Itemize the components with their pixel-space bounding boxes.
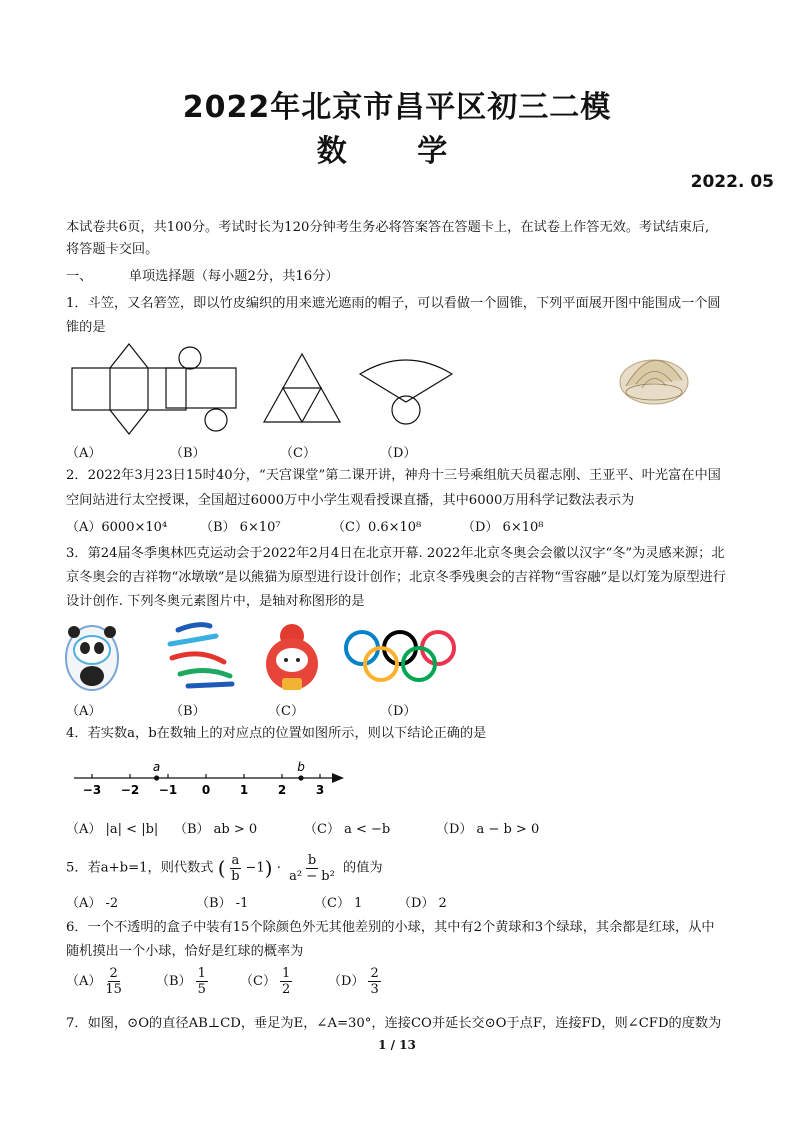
q6-option-d: （D） $\frac{2}{3}$ (328, 966, 379, 997)
q5-main-fraction: $\frac{b}{\text{a² − b²}}$ (289, 852, 335, 884)
q1-figure-b-cylinder-net (166, 347, 236, 431)
q3-figures (60, 618, 480, 698)
number-line-tick-label: 2 (277, 783, 287, 797)
q3-line-1: 3．第24届冬季奥林匹克运动会于2022年2月4日在北京开幕. 2022年北京冬奥会会徽以汉字“冬”为灵感来源；北 (66, 546, 725, 561)
section-number: 一、 (66, 269, 93, 284)
q6-line-2: 随机摸出一个小球，恰好是红球的概率为 (66, 944, 304, 959)
intro-line-1: 本试卷共6页，共100分。考试时长为120分钟考生务必将答案答在答题卡上，在试卷上作答无效。考试结束后, (66, 220, 710, 235)
q2-option-c: （C）0.6×10⁸ (332, 520, 422, 535)
shuey-rhon-rhon-image (266, 624, 318, 690)
winter-olympics-emblem-image (170, 625, 232, 686)
number-line-tick-label: −3 (82, 783, 102, 797)
page-number: 1 / 13 (378, 1038, 416, 1052)
number-line-arrow (332, 773, 344, 783)
q2-line-1: 2．2022年3月23日15时40分，“天宫课堂”第二课开讲，神舟十三号乘组航天员翟志刚、王亚平、叶光富在中国 (66, 468, 721, 483)
q5-option-c: （C） 1 (314, 896, 363, 911)
q3-label-a: （A） (66, 704, 102, 719)
point-a-marker (154, 775, 159, 780)
bamboo-hat-image (620, 360, 688, 404)
q3-line-2: 京冬奥会的吉祥物“冰墩墩”是以熊猫为原型进行设计创作；北京冬季残奥会的吉祥物“雪容融”是以灯笼为原型进行 (66, 570, 726, 585)
number-line-tick-label: 3 (315, 783, 325, 797)
q6-option-a: （A） $\frac{2}{15}$ (66, 966, 122, 997)
q5-option-d: （D） 2 (398, 896, 447, 911)
q1-label-d: （D） (380, 446, 417, 461)
point-b-label: b (297, 760, 305, 774)
section-title: 单项选择题（每小题2分，共16分） (128, 269, 339, 284)
point-a-label: a (152, 760, 161, 774)
q6-option-c: （C） $\frac{1}{2}$ (240, 966, 291, 997)
point-b-marker (298, 775, 303, 780)
q6-line-1: 6．一个不透明的盒子中装有15个除颜色外无其他差别的小球，其中有2个黄球和3个绿球，其余都是红球，从中 (66, 920, 715, 935)
q1-figure-d-cone-net (360, 360, 452, 424)
number-line-tick-label: 0 (201, 783, 211, 797)
bing-dwen-dwen-image (66, 626, 118, 690)
q1-line-1: 1．斗笠，又名箬笠，即以竹皮编织的用来遮光遮雨的帽子，可以看做一个圆锥，下列平面展开图中能围成一个圆 (66, 296, 721, 311)
exam-date: 2022. 05 (690, 172, 774, 192)
q3-line-3: 设计创作. 下列冬奥元素图片中，是轴对称图形的是 (66, 594, 365, 609)
q4-option-d: （D） a − b > 0 (436, 822, 540, 837)
q5-option-b: （B） -1 (196, 896, 249, 911)
q7-line-1: 7．如图，⊙O的直径AB⊥CD，垂足为E，∠A=30°，连接CO并延长交⊙O于点F，连接FD，则∠CFD的度数为 (66, 1016, 722, 1031)
q2-option-d: （D） 6×10⁸ (462, 520, 544, 535)
q6-option-b: （B） $\frac{1}{5}$ (156, 966, 206, 997)
q1-label-b: （B） (170, 446, 206, 461)
q3-label-c: （C） (268, 704, 304, 719)
q1-label-a: （A） (66, 446, 102, 461)
section-heading (66, 267, 746, 287)
q2-option-a: （A）6000×10⁴ (66, 520, 168, 535)
q5-prefix: 5．若a+b=1，则代数式 (66, 860, 214, 876)
q2-line-2: 空间站进行太空授课，全国超过6000万中小学生观看授课直播，其中6000万用科学记数法表示为 (66, 493, 635, 508)
q1-label-c: （C） (280, 446, 316, 461)
number-line-tick-label: −1 (158, 783, 178, 797)
q4-option-c: （C） a < −b (304, 822, 391, 837)
q3-label-d: （D） (380, 704, 417, 719)
q4-option-b: （B） ab > 0 (174, 822, 258, 837)
q2-option-b: （B） 6×10⁷ (200, 520, 281, 535)
exam-subject: 数 学 (316, 134, 478, 169)
q3-label-b: （B） (170, 704, 206, 719)
number-line-tick-label: 1 (239, 783, 249, 797)
intro-line-2: 将答题卡交回。 (66, 242, 159, 257)
q1-figure-a-prism-net (72, 344, 186, 434)
q1-figures (60, 340, 780, 440)
q1-figure-c-triangle-net (264, 354, 340, 422)
q5-option-a: （A） -2 (66, 896, 119, 911)
q4-option-a: （A） |a| < |b| (66, 822, 159, 837)
number-line (66, 758, 356, 804)
q4-line-1: 4．若实数a，b在数轴上的对应点的位置如图所示，则以下结论正确的是 (66, 726, 487, 741)
q5-paren-fraction: $\frac{a}{b}$ (231, 852, 240, 884)
exam-title: 2022年北京市昌平区初三二模 (182, 90, 612, 125)
q1-line-2: 锥的是 (66, 320, 106, 335)
olympic-rings-image (346, 632, 454, 680)
q5-suffix: 的值为 (343, 860, 383, 876)
q5-paren-tail: −1 (245, 860, 265, 876)
q5-line: 5．若a+b=1，则代数式 ( $\frac{a}{b}$ −1) · $\frac{b}{\text{a² − b²}}$ 的值为 (66, 852, 383, 884)
number-line-tick-label: −2 (120, 783, 140, 797)
